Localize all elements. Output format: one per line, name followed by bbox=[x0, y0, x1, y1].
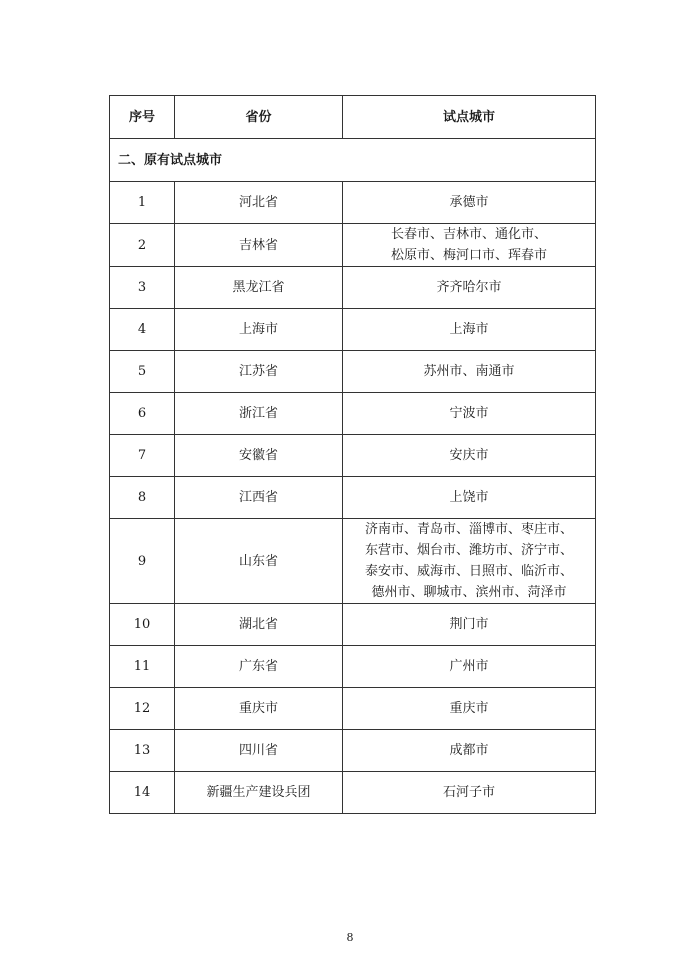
row-cities bbox=[343, 224, 596, 267]
city-line: 承德市 bbox=[449, 195, 489, 210]
table-row bbox=[110, 351, 596, 393]
table-row bbox=[110, 224, 596, 267]
row-number: 13 bbox=[110, 730, 175, 772]
section-title: 二、原有试点城市 bbox=[110, 139, 596, 182]
row-cities bbox=[343, 309, 596, 351]
table-row bbox=[110, 519, 596, 604]
city-line: 上饶市 bbox=[449, 490, 489, 505]
row-province: 浙江省 bbox=[175, 393, 343, 435]
row-number: 1 bbox=[110, 182, 175, 224]
table-row bbox=[110, 182, 596, 224]
row-cities bbox=[343, 688, 596, 730]
city-line: 德州市、聊城市、滨州市、菏泽市 bbox=[371, 585, 567, 600]
row-number: 11 bbox=[110, 646, 175, 688]
pilot-cities-table bbox=[109, 95, 596, 814]
row-cities bbox=[343, 393, 596, 435]
row-cities bbox=[343, 477, 596, 519]
row-number: 5 bbox=[110, 351, 175, 393]
city-line: 东营市、烟台市、潍坊市、济宁市、 bbox=[364, 543, 573, 558]
table-row bbox=[110, 393, 596, 435]
row-province: 广东省 bbox=[175, 646, 343, 688]
table-row bbox=[110, 646, 596, 688]
table-row bbox=[110, 604, 596, 646]
row-number: 2 bbox=[110, 224, 175, 267]
header-province: 省份 bbox=[175, 96, 343, 139]
row-number: 8 bbox=[110, 477, 175, 519]
city-line: 松原市、梅河口市、珲春市 bbox=[390, 248, 547, 263]
row-province: 吉林省 bbox=[175, 224, 343, 267]
table-row bbox=[110, 688, 596, 730]
row-number: 4 bbox=[110, 309, 175, 351]
row-province: 河北省 bbox=[175, 182, 343, 224]
header-no: 序号 bbox=[110, 96, 175, 139]
table-row bbox=[110, 435, 596, 477]
row-cities bbox=[343, 182, 596, 224]
table-row bbox=[110, 772, 596, 814]
row-number: 10 bbox=[110, 604, 175, 646]
city-line: 广州市 bbox=[449, 659, 489, 674]
row-cities bbox=[343, 351, 596, 393]
row-cities bbox=[343, 646, 596, 688]
row-province: 重庆市 bbox=[175, 688, 343, 730]
row-number: 9 bbox=[110, 519, 175, 604]
city-line: 齐齐哈尔市 bbox=[436, 280, 502, 295]
row-cities bbox=[343, 519, 596, 604]
section-row bbox=[110, 139, 596, 182]
row-number: 3 bbox=[110, 267, 175, 309]
page-number: 8 bbox=[346, 931, 354, 944]
city-line: 泰安市、威海市、日照市、临沂市、 bbox=[364, 564, 573, 579]
city-line: 苏州市、南通市 bbox=[423, 364, 515, 379]
row-cities bbox=[343, 435, 596, 477]
table-row bbox=[110, 730, 596, 772]
city-line: 重庆市 bbox=[449, 701, 489, 716]
row-cities bbox=[343, 730, 596, 772]
header-cities: 试点城市 bbox=[343, 96, 596, 139]
table-row bbox=[110, 267, 596, 309]
city-line: 长春市、吉林市、通化市、 bbox=[390, 227, 547, 242]
table-header-row bbox=[110, 96, 596, 139]
city-line: 成都市 bbox=[449, 743, 489, 758]
row-province: 上海市 bbox=[175, 309, 343, 351]
table-row bbox=[110, 477, 596, 519]
row-province: 安徽省 bbox=[175, 435, 343, 477]
row-number: 12 bbox=[110, 688, 175, 730]
row-province: 江苏省 bbox=[175, 351, 343, 393]
table-body bbox=[110, 139, 596, 814]
city-line: 石河子市 bbox=[442, 785, 495, 800]
city-line: 荆门市 bbox=[449, 617, 489, 632]
city-line: 上海市 bbox=[449, 322, 489, 337]
row-number: 7 bbox=[110, 435, 175, 477]
row-province: 黑龙江省 bbox=[175, 267, 343, 309]
row-province: 湖北省 bbox=[175, 604, 343, 646]
city-line: 济南市、青岛市、淄博市、枣庄市、 bbox=[364, 522, 573, 537]
row-cities bbox=[343, 772, 596, 814]
row-cities bbox=[343, 267, 596, 309]
row-province: 山东省 bbox=[175, 519, 343, 604]
row-number: 14 bbox=[110, 772, 175, 814]
row-number: 6 bbox=[110, 393, 175, 435]
row-province: 新疆生产建设兵团 bbox=[175, 772, 343, 814]
city-line: 安庆市 bbox=[449, 448, 489, 463]
row-province: 四川省 bbox=[175, 730, 343, 772]
row-province: 江西省 bbox=[175, 477, 343, 519]
city-line: 宁波市 bbox=[449, 406, 489, 421]
row-cities bbox=[343, 604, 596, 646]
table-row bbox=[110, 309, 596, 351]
